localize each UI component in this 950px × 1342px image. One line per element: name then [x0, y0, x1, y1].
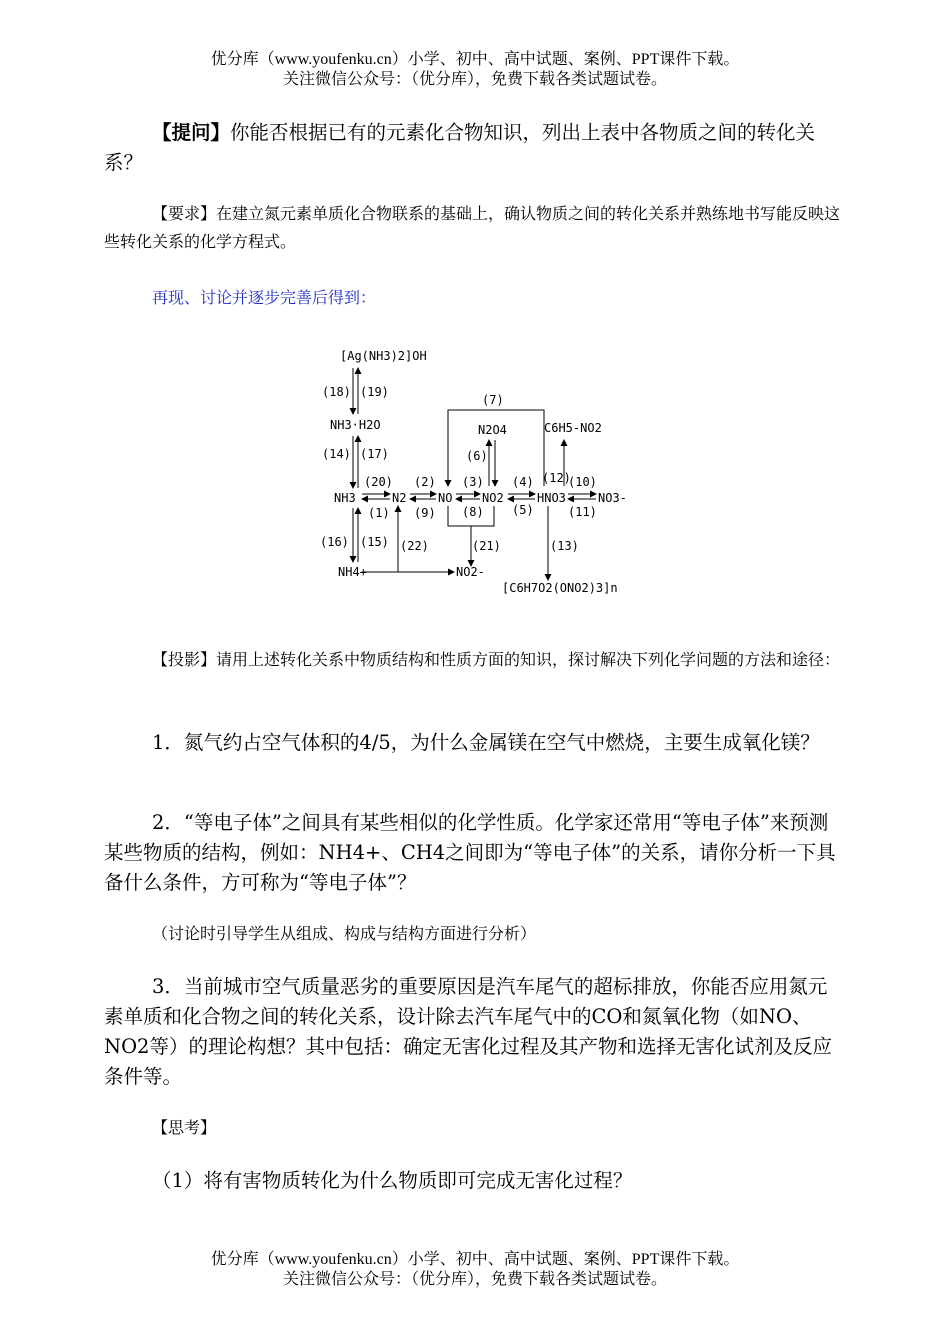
species-c6h5no2: C6H5-NO2 [544, 421, 602, 435]
species-cellulose-nitrate: [C6H7O2(ONO2)3]n [502, 581, 618, 595]
requirement-tag: 【要求】 [152, 204, 217, 223]
label-4: (4) [512, 475, 534, 489]
label-3: (3) [462, 475, 484, 489]
label-6: (6) [466, 449, 488, 463]
header-line-2: 关注微信公众号：（优分库），免费下载各类试题试卷。 [282, 71, 667, 88]
label-14: (14) [322, 447, 351, 461]
species-no: NO [438, 491, 453, 505]
label-20: (20) [364, 475, 393, 489]
discussion-note: （讨论时引导学生从组成、构成与结构方面进行分析） [152, 924, 537, 943]
species-nh4-ion: NH4+ [338, 565, 367, 579]
label-21: (21) [472, 539, 501, 553]
page-header [0, 50, 950, 90]
header-line-1: 优分库（www.youfenku.cn）小学、初中、高中试题、案例、PPT课件下载。 [210, 51, 740, 68]
label-16: (16) [320, 535, 349, 549]
question-text: 你能否根据已有的元素化合物知识，列出上表中各物质之间的转化关系？ [104, 121, 816, 174]
species-no3-ion: NO3- [598, 491, 627, 505]
page-footer [0, 1250, 950, 1290]
species-hno3: HNO3 [537, 491, 566, 505]
projection-tag: 【投影】 [152, 650, 217, 669]
item-1: 1．氮气约占空气体积的4/5，为什么金属镁在空气中燃烧，主要生成氧化镁？ [152, 731, 820, 754]
label-9: (9) [414, 506, 436, 520]
label-11: (11) [568, 505, 597, 519]
species-ag-complex: [Ag(NH3)2]OH [340, 349, 427, 363]
species-nh3: NH3 [334, 491, 356, 505]
projection-text: 请用上述转化关系中物质结构和性质方面的知识，探讨解决下列化学问题的方法和途径： [216, 650, 841, 669]
footer-line-2: 关注微信公众号：（优分库），免费下载各类试题试卷。 [282, 1271, 667, 1288]
question-paragraph [104, 118, 846, 178]
label-1: (1) [368, 506, 390, 520]
nitrogen-conversion-diagram [316, 340, 646, 602]
label-7: (7) [482, 393, 504, 407]
footer-line-1: 优分库（www.youfenku.cn）小学、初中、高中试题、案例、PPT课件下载。 [210, 1251, 740, 1268]
species-n2: N2 [392, 491, 407, 505]
item-3: 3．当前城市空气质量恶劣的重要原因是汽车尾气的超标排放，你能否应用氮元素单质和化合物之间的转化关系，设计除去汽车尾气中的CO和氮氧化物（如NO、NO2等）的理论构想？其中包括：确定无害化过程及其产物和选择无害化试剂及反应条件等。 [104, 975, 832, 1088]
projection-paragraph [104, 646, 846, 674]
label-18: (18) [322, 385, 351, 399]
label-22: (22) [400, 539, 429, 553]
species-no2-ion: NO2- [456, 565, 485, 579]
species-no2: NO2 [482, 491, 504, 505]
requirement-paragraph [104, 200, 846, 256]
label-17: (17) [360, 447, 389, 461]
label-12: (12) [542, 471, 571, 485]
reproduce-line: 再现、讨论并逐步完善后得到： [152, 288, 377, 307]
thinking-tag: 【思考】 [152, 1118, 217, 1137]
item-2: 2．“等电子体”之间具有某些相似的化学性质。化学家还常用“等电子体”来预测某些物质的结构，例如：NH4+、CH4之间即为“等电子体”的关系，请你分析一下具备什么条件，方可称为“等电子体”？ [104, 811, 836, 894]
label-5: (5) [512, 503, 534, 517]
species-nh3-h2o: NH3·H2O [330, 418, 381, 432]
label-15: (15) [360, 535, 389, 549]
label-19: (19) [360, 385, 389, 399]
requirement-text: 在建立氮元素单质化合物联系的基础上，确认物质之间的转化关系并熟练地书写能反映这些转化关系的化学方程式。 [104, 204, 841, 251]
label-8: (8) [462, 505, 484, 519]
think-question-1: （1）将有害物质转化为什么物质即可完成无害化过程？ [152, 1169, 633, 1192]
species-n2o4: N2O4 [478, 423, 507, 437]
label-10: (10) [568, 475, 597, 489]
question-tag: 【提问】 [152, 121, 231, 144]
label-2: (2) [414, 475, 436, 489]
label-13: (13) [550, 539, 579, 553]
